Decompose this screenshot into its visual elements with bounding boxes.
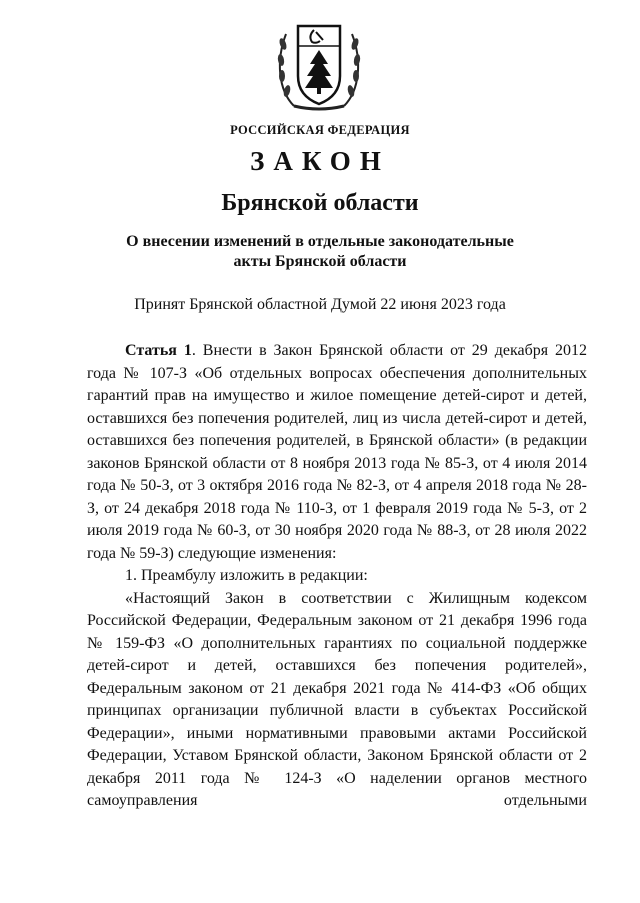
document-type: ЗАКОН — [250, 146, 390, 176]
article-1-paragraph — [87, 340, 587, 565]
law-subject-line-1: О внесении изменений в отдельные законодательные — [126, 233, 514, 250]
country-name: РОССИЙСКАЯ ФЕДЕРАЦИЯ — [230, 123, 410, 137]
bryansk-coat-of-arms-icon — [276, 20, 362, 112]
region-title: Брянской области — [221, 190, 419, 216]
article-1-text: . Внести в Закон Брянской области от 29 декабря 2012 года № 107-З «Об отдельных вопросах обеспечения дополнительных гарантий прав на имущество и жилое помещение детей-сирот и детей, оставшихся без попечения родителей, лиц из числа детей-сирот и детей, оставшихся без попечения родителей, в Брянской области» (в редакции законов Брянской области от 8 ноября 2013 года № 85-З, от 4 июля 2014 года № 50-З, от 3 октября 2016 года № 82-З, от 4 апреля 2018 года № 28-З, от 24 декабря 2018 года № 110-З, от 1 февраля 2019 года № 5-З, от 2 июля 2019 года № 60-З, от 30 ноября 2020 года № 88-З, от 28 июля 2022 года № 59-З) следующие изменения: — [87, 342, 587, 562]
law-subject-line-2: акты Брянской области — [233, 253, 407, 270]
law-subject — [0, 232, 640, 272]
article-1-heading: Статья 1 — [125, 342, 192, 359]
document-body — [87, 340, 587, 813]
adoption-note: Принят Брянской областной Думой 22 июня 2023 года — [134, 296, 506, 313]
item-1-paragraph: 1. Преамбулу изложить в редакции: — [125, 567, 368, 584]
preamble-quote-paragraph: «Настоящий Закон в соответствии с Жилищным кодексом Российской Федерации, Федеральным законом от 21 декабря 1996 года № 159-ФЗ «О дополнительных гарантиях по социальной поддержке детей-сирот и детей, оставшихся без попечения родителей», Федеральным законом от 21 декабря 2021 года № 414-ФЗ «Об общих принципах организации публичной власти в субъектах Российской Федерации», иными нормативными правовыми актами Российской Федерации, Уставом Брянской области, Законом Брянской области от 2 декабря 2011 года № 124-З «О наделении органов местного самоуправления отдельными — [87, 589, 587, 809]
